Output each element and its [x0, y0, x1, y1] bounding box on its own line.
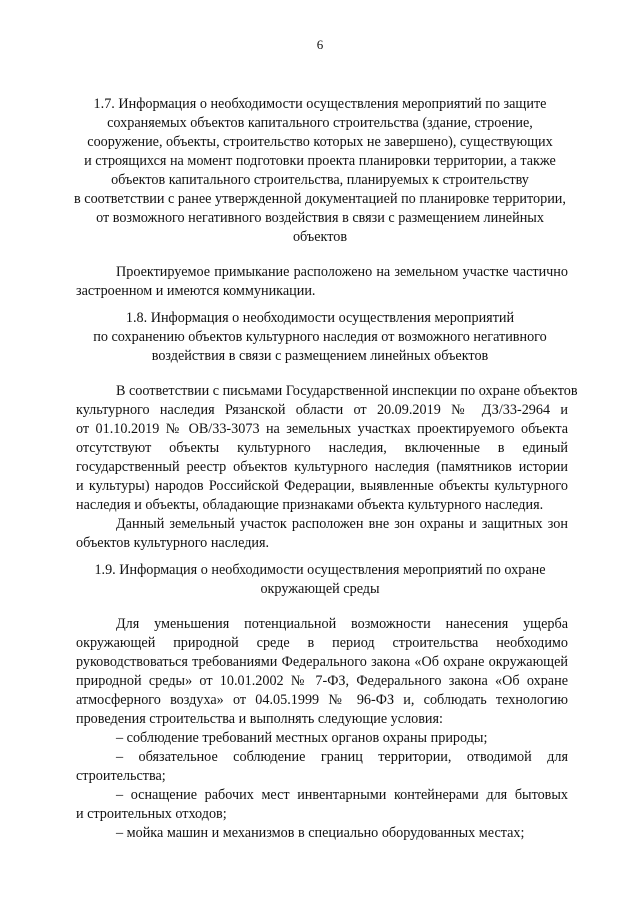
section-1-8-paragraph-line: объектов культурного наследия. [76, 535, 270, 551]
section-1-7-title-line: объектов капитального строительства, планируемых к строительству [111, 172, 529, 188]
section-1-7-title-line: сохраняемых объектов капитального строительства (здание, строение, [107, 115, 533, 131]
section-1-7-title-line: от возможного негативного воздействия в связи с размещением линейных [96, 210, 544, 226]
section-1-7-title-line: в соответствии с ранее утвержденной документацией по планировке территории, [74, 191, 566, 207]
section-1-8-paragraph-line: от 01.10.2019 № ОВ/33-3073 на земельных участках проектируемого объекта [76, 421, 568, 437]
list-item-continuation: строительства; [76, 768, 166, 784]
list-item: – соблюдение требований местных органов охраны природы; [116, 730, 488, 746]
section-1-7-title-line: и строящихся на момент подготовки проекта планировки территории, а также [84, 153, 556, 169]
section-1-9-title-line: окружающей среды [260, 581, 380, 597]
section-1-9-paragraph-line: руководствоваться требованиями Федерального закона «Об охране окружающей [76, 654, 568, 670]
section-1-7-paragraph-line: Проектируемое примыкание расположено на земельном участке частично [116, 264, 568, 280]
section-1-8-title-line: по сохранению объектов культурного наследия от возможного негативного [93, 329, 547, 345]
section-1-7-title-line: сооружение, объекты, строительство которых не завершено), существующих [87, 134, 553, 150]
section-1-9-paragraph-line: атмосферного воздуха» от 04.05.1999 № 96-ФЗ и, соблюдать технологию [76, 692, 568, 708]
section-1-8-paragraph-line: В соответствии с письмами Государственной инспекции по охране объектов [116, 383, 578, 399]
section-1-7-title-line: 1.7. Информация о необходимости осуществления мероприятий по защите [93, 96, 547, 112]
section-1-8-paragraph-line: отсутствуют объекты культурного наследия, включенные в единый [76, 440, 568, 456]
section-1-8-paragraph-line: Данный земельный участок расположен вне зон охраны и защитных зон [116, 516, 568, 532]
section-1-7-paragraph-line: застроенном и имеются коммуникации. [76, 283, 316, 299]
section-1-7-title-line: объектов [292, 229, 348, 245]
section-1-9-paragraph-line: Для уменьшения потенциальной возможности нанесения ущерба [116, 616, 568, 632]
list-item: – мойка машин и механизмов в специально оборудованных местах; [116, 825, 525, 841]
section-1-9-paragraph-line: окружающей природной среде в период строительства необходимо [76, 635, 568, 651]
page-number: 6 [316, 37, 324, 52]
section-1-8-title-line: 1.8. Информация о необходимости осуществления мероприятий [125, 310, 515, 326]
list-item-continuation: и строительных отходов; [76, 806, 227, 822]
section-1-8-paragraph-line: культурного наследия Рязанской области от 20.09.2019 № ДЗ/33-2964 и [76, 402, 568, 418]
section-1-8-paragraph-line: наследия и объекты, обладающие признаками объекта культурного наследия. [76, 497, 544, 513]
section-1-8-title-line: воздействия в связи с размещением линейных объектов [151, 348, 489, 364]
section-1-9-paragraph-line: природной среды» от 10.01.2002 № 7-ФЗ, Федерального закона «Об охране [76, 673, 568, 689]
list-item: – оснащение рабочих мест инвентарными контейнерами для бытовых [116, 787, 568, 803]
list-item: – обязательное соблюдение границ территории, отводимой для [116, 749, 568, 765]
section-1-8-paragraph-line: и культуры) народов Российской Федерации, выявленные объекты культурного [76, 478, 568, 494]
section-1-9-title-line: 1.9. Информация о необходимости осуществления мероприятий по охране [94, 562, 546, 578]
section-1-8-paragraph-line: государственный реестр объектов культурного наследия (памятников истории [76, 459, 568, 475]
section-1-9-paragraph-line: проведения строительства и выполнять следующие условия: [76, 711, 443, 727]
